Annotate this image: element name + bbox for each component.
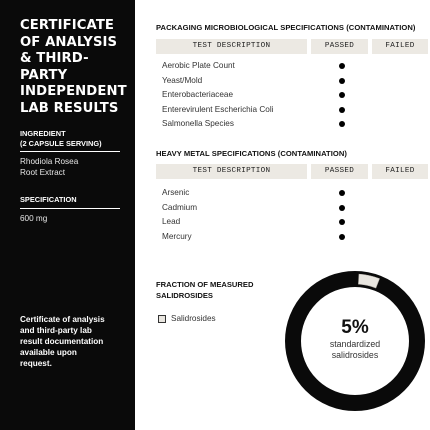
test-name: Lead (162, 217, 181, 226)
micro-section-title: PACKAGING MICROBIOLOGICAL SPECIFICATIONS (CONTAMINATION) (156, 23, 416, 32)
passed-dot (339, 107, 345, 113)
specification-label: SPECIFICATION (20, 195, 77, 204)
test-name: Salmonella Species (162, 119, 234, 128)
test-name: Cadmium (162, 202, 198, 212)
passed-dot (339, 190, 345, 196)
donut-center-label (284, 317, 426, 360)
test-name: Enterobacteriaceae (162, 90, 234, 99)
donut-subtitle-line: salidrosides (331, 349, 379, 360)
divider (20, 151, 120, 152)
ingredient-label (20, 129, 120, 148)
ingredient-label-line: INGREDIENT (20, 129, 66, 138)
donut-value: 5% (341, 317, 369, 338)
test-name: Mercury (162, 231, 192, 241)
header-passed: PASSED (311, 164, 368, 179)
table-row (162, 187, 430, 201)
ingredient-value (20, 157, 120, 178)
passed-dot (339, 63, 345, 69)
passed-dot (339, 234, 345, 240)
table-row (162, 75, 430, 89)
fraction-title (156, 279, 256, 301)
header-test-description: TEST DESCRIPTION (156, 164, 307, 179)
metals-table-header (156, 164, 430, 179)
header-failed: FAILED (372, 164, 428, 179)
documentation-note (20, 314, 125, 369)
table-row (162, 104, 430, 118)
fraction-title-line: FRACTION OF MEASURED (156, 280, 254, 289)
passed-dot (339, 121, 345, 127)
table-row (162, 118, 430, 132)
micro-table-header (156, 39, 430, 54)
sidebar-title-line: OF ANALYSIS (20, 34, 118, 50)
legend-swatch (158, 315, 166, 323)
note-line: result documentation (20, 337, 104, 346)
sidebar-title-line: & THIRD-PARTY (20, 51, 89, 83)
passed-dot (339, 78, 345, 84)
ingredient-label-line: (2 CAPSULE SERVING) (20, 138, 102, 148)
fraction-title-line: SALIDROSIDES (156, 291, 213, 300)
divider (20, 208, 120, 209)
legend-label: Salidrosides (171, 314, 216, 323)
main-content (156, 0, 430, 430)
sidebar-title-line: LAB RESULTS (20, 100, 119, 116)
note-line: request. (20, 359, 52, 368)
table-row (162, 89, 430, 103)
metals-section-title: HEAVY METAL SPECIFICATIONS (CONTAMINATION) (156, 149, 347, 158)
passed-dot (339, 92, 345, 98)
header-test-description: TEST DESCRIPTION (156, 39, 307, 54)
note-line: available upon (20, 348, 77, 357)
specification-section (20, 195, 120, 224)
ingredient-value-line: Root Extract (20, 167, 66, 177)
test-name: Arsenic (162, 188, 190, 197)
table-row (162, 60, 430, 74)
header-passed: PASSED (311, 39, 368, 54)
table-row (162, 231, 430, 245)
ingredient-section (20, 129, 120, 178)
sidebar (0, 0, 135, 430)
test-name: Enterevirulent Escherichia Coli (162, 104, 274, 114)
specification-value: 600 mg (20, 213, 48, 223)
ingredient-value-line: Rhodiola Rosea (20, 157, 79, 166)
donut-subtitle-line: standardized (329, 339, 381, 349)
sidebar-title-line: INDEPENDENT (20, 84, 127, 99)
header-failed: FAILED (372, 39, 428, 54)
test-name: Yeast/Mold (162, 75, 203, 85)
note-line: Certificate of analysis (20, 315, 105, 324)
table-row (162, 216, 430, 230)
note-line: and third-party lab (20, 326, 92, 335)
sidebar-title-line: CERTIFICATE (20, 18, 115, 33)
sidebar-title (20, 18, 132, 117)
donut-subtitle (284, 339, 426, 360)
table-row (162, 202, 430, 216)
passed-dot (339, 219, 345, 225)
donut-chart (284, 270, 426, 412)
test-name: Aerobic Plate Count (162, 61, 235, 70)
passed-dot (339, 205, 345, 211)
